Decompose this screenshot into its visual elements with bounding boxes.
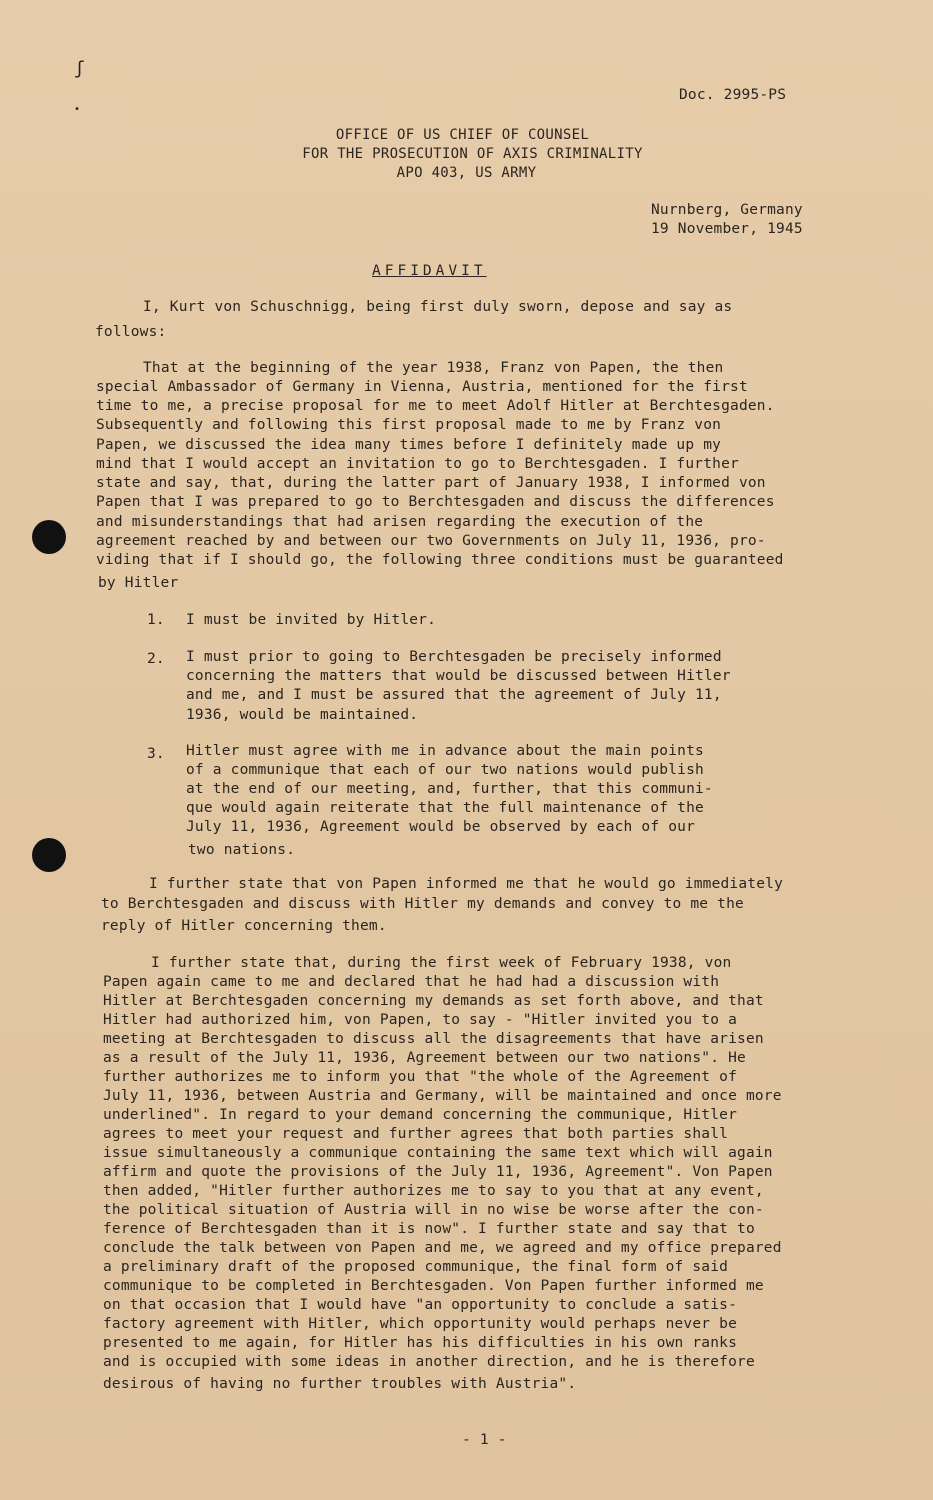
para1-line: mind that I would accept an invitation to go to Berchtesgaden. I further xyxy=(96,456,739,472)
para3-line: agrees to meet your request and further agrees that both parties shall xyxy=(103,1126,729,1142)
condition-number: 3. xyxy=(147,746,165,762)
para1-line: and misunderstandings that had arisen regarding the execution of the xyxy=(96,514,704,530)
para3-line: I further state that, during the first week of February 1938, von xyxy=(151,955,732,971)
para2-line: reply of Hitler concerning them. xyxy=(101,918,387,934)
para3-line: presented to me again, for Hitler has his difficulties in his own ranks xyxy=(103,1335,738,1351)
para1-line: agreement reached by and between our two Governments on July 11, 1936, pro- xyxy=(96,533,766,549)
intro-line-1: I, Kurt von Schuschnigg, being first duly sworn, depose and say as xyxy=(143,299,733,315)
para3-line: issue simultaneously a communique containing the same text which will again xyxy=(103,1145,773,1161)
condition-line: July 11, 1936, Agreement would be observed by each of our xyxy=(186,819,695,835)
para1-line: by Hitler xyxy=(98,575,179,591)
para3-line: on that occasion that I would have "an opportunity to conclude a satis- xyxy=(103,1297,738,1313)
date: 19 November, 1945 xyxy=(651,221,803,237)
para1-line: Subsequently and following this first proposal made to me by Franz von xyxy=(96,417,722,433)
para3-line: communique to be completed in Berchtesgaden. Von Papen further informed me xyxy=(103,1278,764,1294)
condition-line: que would again reiterate that the full maintenance of the xyxy=(186,800,704,816)
condition-line: 1936, would be maintained. xyxy=(186,707,419,723)
para1-line: Papen, we discussed the idea many times before I definitely made up my xyxy=(96,437,722,453)
header-line-2: FOR THE PROSECUTION OF AXIS CRIMINALITY xyxy=(302,146,643,162)
para1-line: time to me, a precise proposal for me to meet Adolf Hitler at Berchtesgaden. xyxy=(96,398,775,414)
para1-line: state and say, that, during the latter part of January 1938, I informed von xyxy=(96,475,766,491)
para1-line: viding that if I should go, the following three conditions must be guaranteed xyxy=(96,552,784,568)
condition-line: of a communique that each of our two nations would publish xyxy=(186,762,704,778)
condition-line: and me, and I must be assured that the agreement of July 11, xyxy=(186,687,722,703)
intro-line-2: follows: xyxy=(95,324,167,340)
para3-line: a preliminary draft of the proposed communique, the final form of said xyxy=(103,1259,729,1275)
para3-line: further authorizes me to inform you that "the whole of the Agreement of xyxy=(103,1069,738,1085)
para1-line: special Ambassador of Germany in Vienna, Austria, mentioned for the first xyxy=(96,379,748,395)
para1-line: Papen that I was prepared to go to Berchtesgaden and discuss the differences xyxy=(96,494,775,510)
para1-line: That at the beginning of the year 1938, Franz von Papen, the then xyxy=(143,360,724,376)
para3-line: Hitler at Berchtesgaden concerning my demands as set forth above, and that xyxy=(103,993,764,1009)
condition-line: I must be invited by Hitler. xyxy=(186,612,437,628)
place: Nurnberg, Germany xyxy=(651,202,803,218)
para3-line: ference of Berchtesgaden than it is now". I further state and say that to xyxy=(103,1221,755,1237)
condition-line: at the end of our meeting, and, further, that this communi- xyxy=(186,781,713,797)
condition-number: 1. xyxy=(147,612,165,628)
para3-line: July 11, 1936, between Austria and Germany, will be maintained and once more xyxy=(103,1088,782,1104)
para2-line: to Berchtesgaden and discuss with Hitler my demands and convey to me the xyxy=(101,896,744,912)
para2-line: I further state that von Papen informed me that he would go immediately xyxy=(149,876,784,892)
condition-line: two nations. xyxy=(188,842,296,858)
para3-line: desirous of having no further troubles with Austria". xyxy=(103,1376,577,1392)
para3-line: the political situation of Austria will in no wise be worse after the con- xyxy=(103,1202,764,1218)
condition-line: Hitler must agree with me in advance about the main points xyxy=(186,743,704,759)
stray-mark: ʃ xyxy=(74,58,85,79)
para3-line: Hitler had authorized him, von Papen, to say - "Hitler invited you to a xyxy=(103,1012,738,1028)
condition-line: concerning the matters that would be discussed between Hitler xyxy=(186,668,731,684)
para3-line: and is occupied with some ideas in another direction, and he is therefore xyxy=(103,1354,755,1370)
header-line-3: APO 403, US ARMY xyxy=(396,165,537,181)
para3-line: Papen again came to me and declared that he had had a discussion with xyxy=(103,974,720,990)
condition-number: 2. xyxy=(147,651,165,667)
para3-line: meeting at Berchtesgaden to discuss all the disagreements that have arisen xyxy=(103,1031,764,1047)
condition-line: I must prior to going to Berchtesgaden be precisely informed xyxy=(186,649,722,665)
header-line-1: OFFICE OF US CHIEF OF COUNSEL xyxy=(335,127,590,143)
para3-line: then added, "Hitler further authorizes me to say to you that at any event, xyxy=(103,1183,764,1199)
doc-number: Doc. 2995-PS xyxy=(679,87,787,103)
para3-line: underlined". In regard to your demand concerning the communique, Hitler xyxy=(103,1107,738,1123)
stray-dot: • xyxy=(74,104,81,115)
document-title: AFFIDAVIT xyxy=(372,263,487,279)
para3-line: as a result of the July 11, 1936, Agreement between our two nations". He xyxy=(103,1050,746,1066)
para3-line: affirm and quote the provisions of the July 11, 1936, Agreement". Von Papen xyxy=(103,1164,773,1180)
binder-hole-top xyxy=(32,520,66,554)
para3-line: factory agreement with Hitler, which opportunity would perhaps never be xyxy=(103,1316,738,1332)
page-number: - 1 - xyxy=(462,1432,507,1448)
para3-line: conclude the talk between von Papen and me, we agreed and my office prepared xyxy=(103,1240,782,1256)
binder-hole-bottom xyxy=(32,838,66,872)
